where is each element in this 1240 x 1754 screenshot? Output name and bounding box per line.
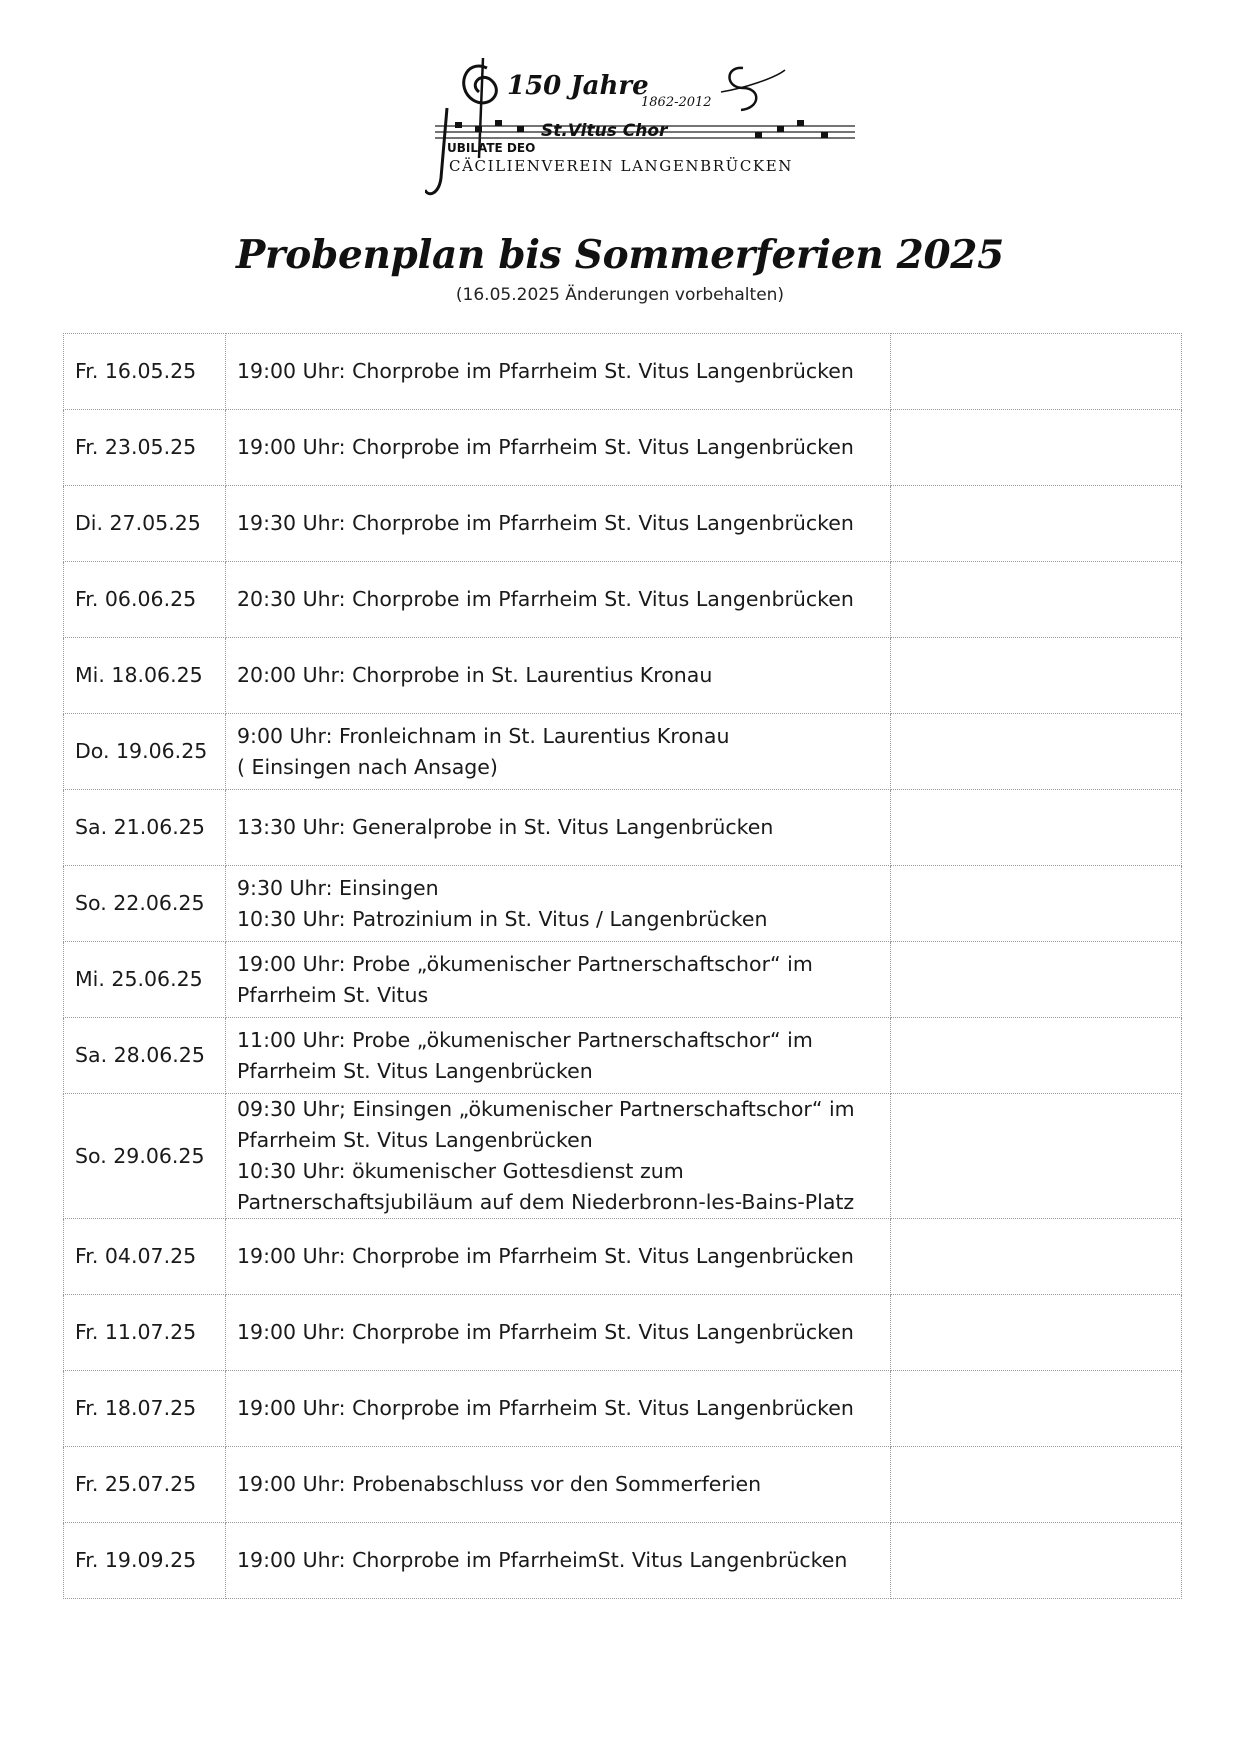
row-description-line: Pfarrheim St. Vitus — [237, 982, 429, 1007]
row-description-line: 19:00 Uhr: Chorprobe im Pfarrheim St. Vitus Langenbrücken — [237, 1320, 854, 1344]
row-note — [891, 486, 1182, 562]
table-row — [64, 562, 1182, 638]
row-date: So. 29.06.25 — [64, 1094, 226, 1219]
music-staff-logo-icon — [425, 48, 865, 208]
row-description — [226, 1094, 891, 1219]
row-description-line: 9:00 Uhr: Fronleichnam in St. Laurentius Kronau — [237, 723, 730, 748]
table-row — [64, 1295, 1182, 1371]
page-subtitle: (16.05.2025 Änderungen vorbehalten) — [455, 285, 785, 305]
row-note — [891, 1523, 1182, 1599]
row-date: Fr. 06.06.25 — [64, 562, 226, 638]
page-title: Probenplan bis Sommerferien 2025 — [236, 232, 1004, 278]
row-description — [226, 866, 891, 942]
row-date: Fr. 18.07.25 — [64, 1371, 226, 1447]
table-row — [64, 1094, 1182, 1219]
rehearsal-schedule-table — [63, 333, 1182, 1599]
table-row — [64, 1447, 1182, 1523]
row-description — [226, 1219, 891, 1295]
row-description-line: 19:30 Uhr: Chorprobe im Pfarrheim St. Vitus Langenbrücken — [237, 511, 854, 535]
row-description — [226, 1371, 891, 1447]
logo-years-text: 1862-2012 — [641, 95, 712, 110]
row-description-line: 19:00 Uhr: Chorprobe im Pfarrheim St. Vitus Langenbrücken — [237, 435, 854, 459]
logo-jubilee-text: 150 Jahre — [507, 71, 649, 101]
row-description — [226, 638, 891, 714]
row-description — [226, 714, 891, 790]
choir-logo — [425, 48, 865, 208]
table-row — [64, 1018, 1182, 1094]
row-date: Fr. 19.09.25 — [64, 1523, 226, 1599]
row-date: Fr. 16.05.25 — [64, 334, 226, 410]
row-description-line: 10:30 Uhr: ökumenischer Gottesdienst zum — [237, 1159, 684, 1183]
row-date: Sa. 28.06.25 — [64, 1018, 226, 1094]
row-note — [891, 790, 1182, 866]
row-date: Fr. 04.07.25 — [64, 1219, 226, 1295]
table-row — [64, 866, 1182, 942]
row-description-line: 19:00 Uhr: Probenabschluss vor den Sommerferien — [237, 1472, 762, 1496]
row-description-line: Partnerschaftsjubiläum auf dem Niederbronn-les-Bains-Platz — [237, 1190, 855, 1214]
row-note — [891, 1447, 1182, 1523]
row-description-line: 19:00 Uhr: Chorprobe im Pfarrheim St. Vitus Langenbrücken — [237, 1244, 854, 1268]
table-row — [64, 790, 1182, 866]
row-note — [891, 562, 1182, 638]
table-row — [64, 334, 1182, 410]
row-note — [891, 714, 1182, 790]
row-description-line: 19:00 Uhr: Chorprobe im Pfarrheim St. Vitus Langenbrücken — [237, 1396, 854, 1420]
row-note — [891, 1295, 1182, 1371]
row-description-line: 20:30 Uhr: Chorprobe im Pfarrheim St. Vitus Langenbrücken — [237, 587, 854, 611]
table-row — [64, 638, 1182, 714]
row-note — [891, 1219, 1182, 1295]
row-description-line: 9:30 Uhr: Einsingen — [237, 875, 439, 900]
table-row — [64, 942, 1182, 1018]
row-description — [226, 486, 891, 562]
row-date: So. 22.06.25 — [64, 866, 226, 942]
row-date: Do. 19.06.25 — [64, 714, 226, 790]
table-row — [64, 1219, 1182, 1295]
row-description-line: 19:00 Uhr: Probe „ökumenischer Partnerschaftschor“ im — [237, 951, 813, 976]
row-description — [226, 942, 891, 1018]
row-note — [891, 942, 1182, 1018]
row-description-line: ( Einsingen nach Ansage) — [237, 754, 498, 779]
row-date: Sa. 21.06.25 — [64, 790, 226, 866]
table-row — [64, 714, 1182, 790]
row-date: Di. 27.05.25 — [64, 486, 226, 562]
row-date: Mi. 25.06.25 — [64, 942, 226, 1018]
row-note — [891, 334, 1182, 410]
row-description — [226, 790, 891, 866]
logo-choir-text: St.Vitus Chor — [541, 121, 668, 141]
row-description-line: 13:30 Uhr: Generalprobe in St. Vitus Langenbrücken — [237, 815, 774, 839]
table-row — [64, 410, 1182, 486]
row-note — [891, 1018, 1182, 1094]
schedule-body — [64, 334, 1182, 1599]
row-note — [891, 1094, 1182, 1219]
row-note — [891, 866, 1182, 942]
row-description-line: 19:00 Uhr: Chorprobe im Pfarrheim St. Vitus Langenbrücken — [237, 359, 854, 383]
row-description — [226, 410, 891, 486]
row-description-line: 10:30 Uhr: Patrozinium in St. Vitus / Langenbrücken — [237, 906, 768, 931]
row-description-line: 09:30 Uhr; Einsingen „ökumenischer Partnerschaftschor“ im — [237, 1097, 855, 1121]
row-date: Fr. 25.07.25 — [64, 1447, 226, 1523]
row-description — [226, 1523, 891, 1599]
table-row — [64, 486, 1182, 562]
row-description — [226, 1018, 891, 1094]
row-note — [891, 410, 1182, 486]
row-description — [226, 1447, 891, 1523]
table-row — [64, 1371, 1182, 1447]
row-description — [226, 334, 891, 410]
table-row — [64, 1523, 1182, 1599]
row-description-line: 20:00 Uhr: Chorprobe in St. Laurentius Kronau — [237, 663, 713, 687]
logo-motto-text: UBILATE DEO — [447, 141, 536, 155]
row-description-line: Pfarrheim St. Vitus Langenbrücken — [237, 1128, 593, 1152]
row-date: Fr. 23.05.25 — [64, 410, 226, 486]
logo-society-text: CÄCILIENVEREIN LANGENBRÜCKEN — [449, 157, 794, 175]
row-date: Fr. 11.07.25 — [64, 1295, 226, 1371]
row-description-line: 19:00 Uhr: Chorprobe im PfarrheimSt. Vitus Langenbrücken — [237, 1548, 848, 1572]
row-description-line: 11:00 Uhr: Probe „ökumenischer Partnerschaftschor“ im — [237, 1027, 813, 1052]
row-date: Mi. 18.06.25 — [64, 638, 226, 714]
row-note — [891, 1371, 1182, 1447]
row-note — [891, 638, 1182, 714]
row-description — [226, 562, 891, 638]
row-description — [226, 1295, 891, 1371]
row-description-line: Pfarrheim St. Vitus Langenbrücken — [237, 1058, 593, 1083]
